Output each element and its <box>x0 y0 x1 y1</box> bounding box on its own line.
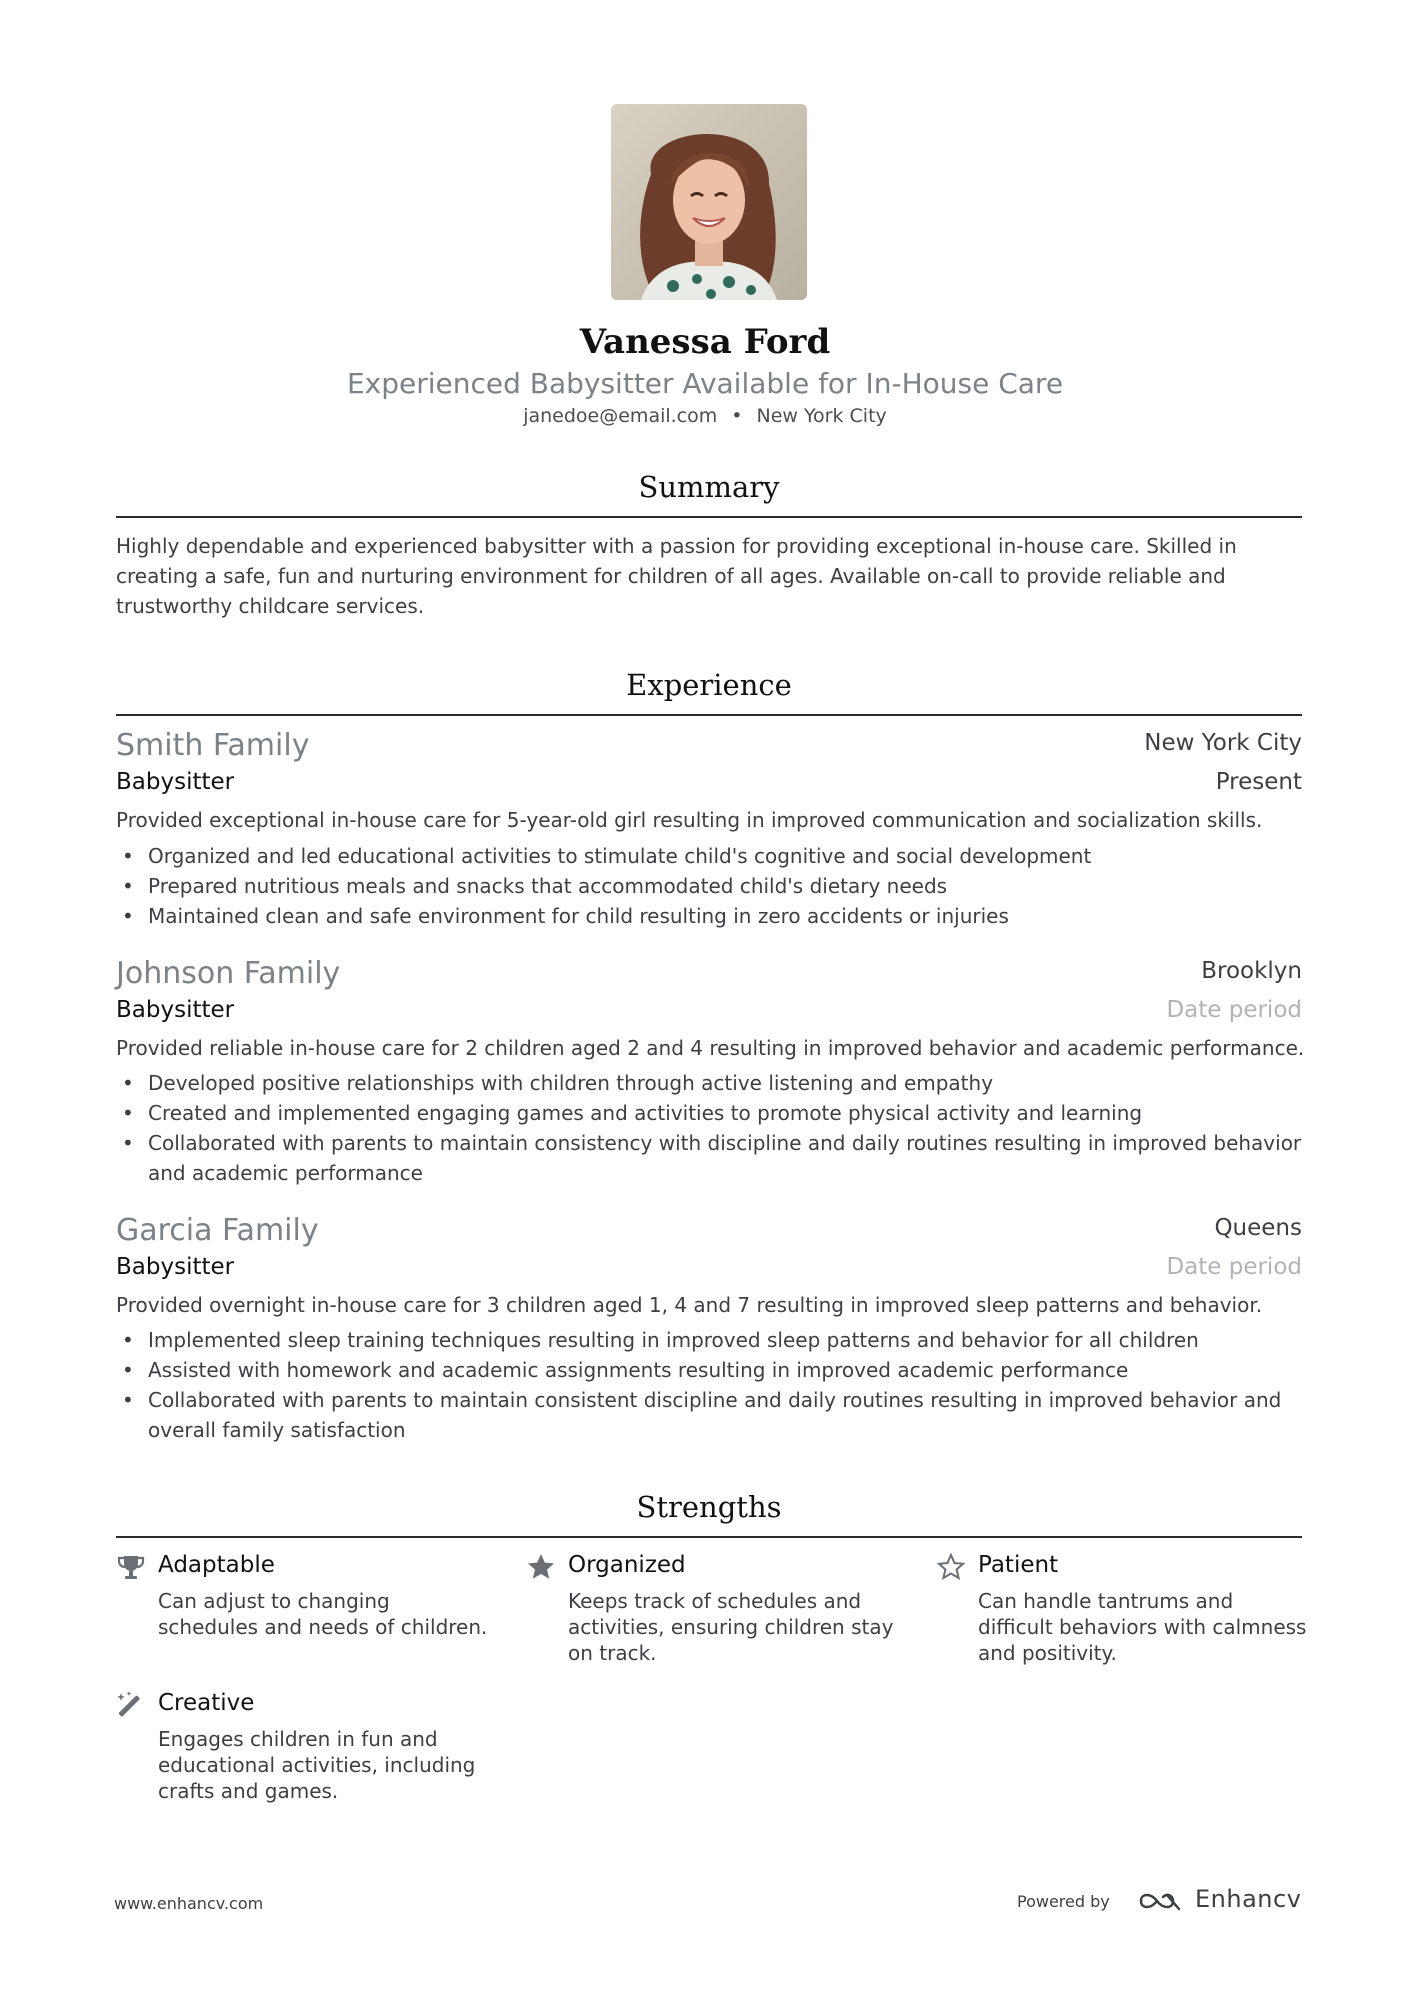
strength-title: Patient <box>978 1552 1059 1578</box>
candidate-name: Vanessa Ford <box>579 322 831 362</box>
footer-website[interactable]: www.enhancv.com <box>114 1894 264 1913</box>
list-item: • Assisted with homework and academic assignments resulting in improved academic performance <box>116 1355 1302 1385</box>
strength-title: Organized <box>568 1552 686 1578</box>
experience-divider <box>116 714 1302 716</box>
company-name: Smith Family <box>116 728 310 763</box>
job-bullets <box>116 1325 1302 1445</box>
job-description: Provided reliable in-house care for 2 children aged 2 and 4 resulting in improved behavior and academic performance. <box>116 1036 1305 1060</box>
brand-name[interactable]: Enhancv <box>1195 1885 1302 1913</box>
list-item: • Implemented sleep training techniques resulting in improved sleep patterns and behavior for all children <box>116 1325 1302 1355</box>
job-role: Babysitter <box>116 997 235 1023</box>
job-location: Queens <box>1214 1215 1302 1241</box>
list-item: • Created and implemented engaging games and activities to promote physical activity and learning <box>116 1098 1302 1128</box>
job-date: Date period <box>1166 997 1302 1023</box>
strength-title: Creative <box>158 1690 255 1716</box>
company-name: Johnson Family <box>116 956 341 991</box>
job-date: Date period <box>1166 1254 1302 1280</box>
summary-divider <box>116 516 1302 518</box>
location-text: New York City <box>756 405 887 427</box>
strengths-title: Strengths <box>636 1490 782 1524</box>
contact-separator: • <box>731 405 743 427</box>
experience-title: Experience <box>626 668 792 702</box>
job-bullets <box>116 841 1302 931</box>
job-location: New York City <box>1144 730 1302 756</box>
list-item: • Collaborated with parents to maintain consistent discipline and daily routines resulting in improved behavior and overall family satisfaction <box>116 1385 1302 1445</box>
strength-description: Can adjust to changing schedules and needs of children. <box>158 1589 488 1639</box>
trophy-icon <box>116 1552 146 1582</box>
job-date: Present <box>1215 769 1302 795</box>
job-bullets <box>116 1068 1302 1188</box>
email-text[interactable]: janedoe@email.com <box>523 405 718 427</box>
job-description: Provided overnight in-house care for 3 children aged 1, 4 and 7 resulting in improved sleep patterns and behavior. <box>116 1293 1263 1317</box>
job-role: Babysitter <box>116 769 235 795</box>
list-item: • Prepared nutritious meals and snacks that accommodated child's dietary needs <box>116 871 1302 901</box>
list-item: • Maintained clean and safe environment for child resulting in zero accidents or injuries <box>116 901 1302 931</box>
summary-text: Highly dependable and experienced babysitter with a passion for providing exceptional in-house care. Skilled in creating a safe, fun and nurturing environment for children of all ages. Available on-call to provide reliable and trustworthy childcare services. <box>116 534 1237 618</box>
strengths-divider <box>116 1536 1302 1538</box>
company-name: Garcia Family <box>116 1213 319 1248</box>
profile-photo <box>611 104 807 300</box>
list-item: • Developed positive relationships with children through active listening and empathy <box>116 1068 1302 1098</box>
candidate-headline: Experienced Babysitter Available for In-House Care <box>346 367 1064 400</box>
powered-by-label: Powered by <box>1017 1892 1110 1911</box>
job-location: Brooklyn <box>1201 958 1302 984</box>
strength-description: Can handle tantrums and difficult behaviors with calmness and positivity. <box>978 1589 1307 1665</box>
strength-description: Engages children in fun and educational activities, including crafts and games. <box>158 1727 476 1803</box>
strength-title: Adaptable <box>158 1552 275 1578</box>
star-outline-icon <box>936 1552 966 1582</box>
job-role: Babysitter <box>116 1254 235 1280</box>
list-item: • Collaborated with parents to maintain consistency with discipline and daily routines resulting in improved behavior and academic performance <box>116 1128 1302 1188</box>
strength-description: Keeps track of schedules and activities, ensuring children stay on track. <box>568 1589 894 1665</box>
enhancv-logo-icon <box>1137 1886 1183 1916</box>
magic-wand-icon <box>116 1690 146 1720</box>
summary-title: Summary <box>638 470 780 504</box>
star-filled-icon <box>526 1552 556 1582</box>
contact-line <box>0 405 1410 427</box>
list-item: • Organized and led educational activities to stimulate child's cognitive and social development <box>116 841 1302 871</box>
job-description: Provided exceptional in-house care for 5-year-old girl resulting in improved communication and socialization skills. <box>116 808 1263 832</box>
